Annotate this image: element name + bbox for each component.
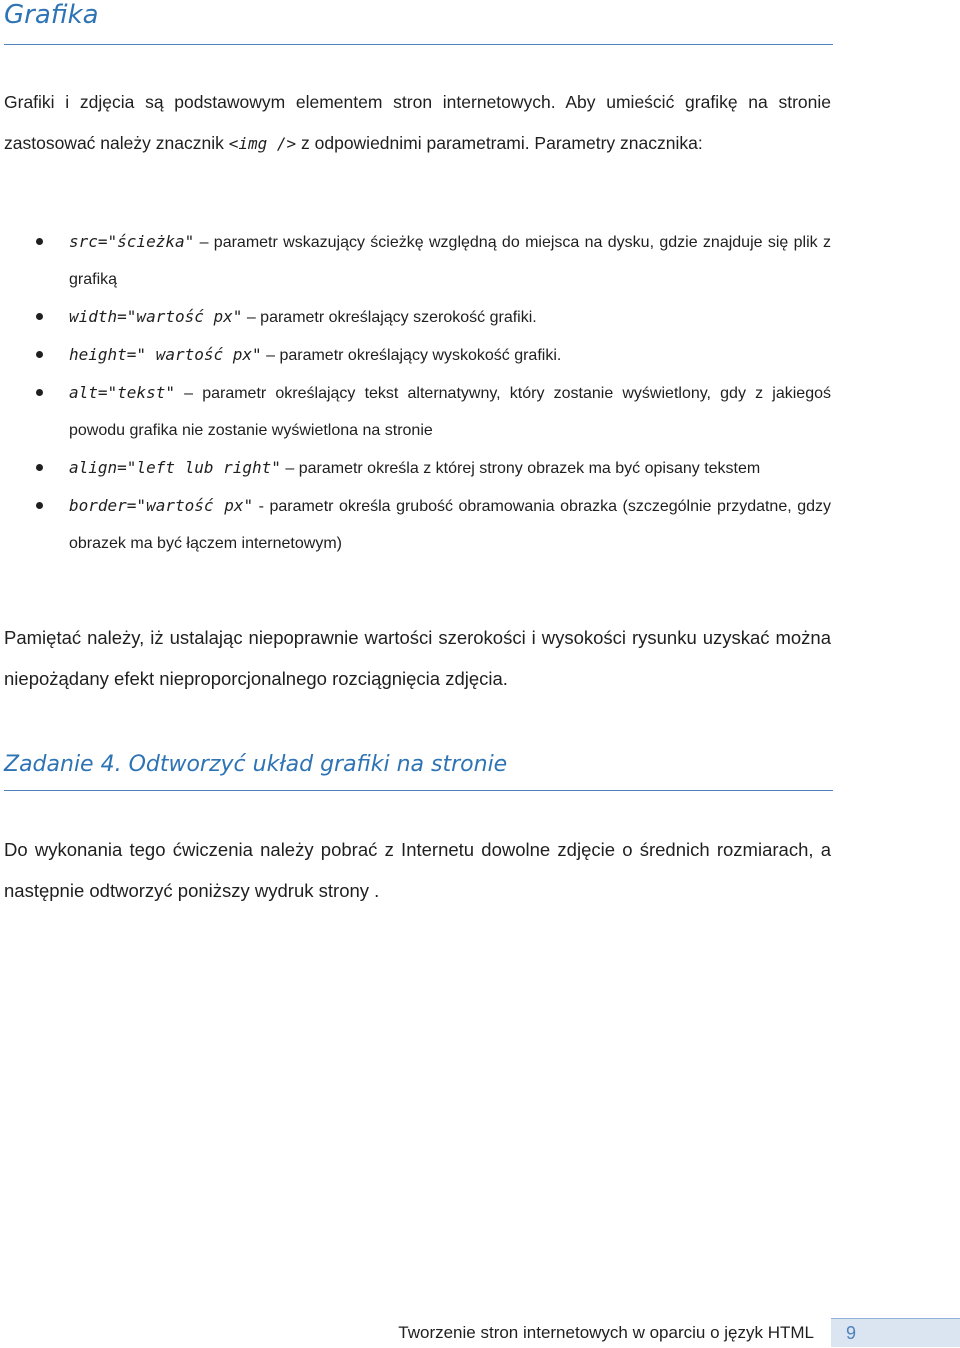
param-description: - parametr określa grubość obramowania obrazka (szczególnie przydatne, gdzy obrazek ma być łączem internetowym) bbox=[69, 498, 831, 552]
footer-text: Tworzenie stron internetowych w oparciu o język HTML bbox=[398, 1323, 814, 1342]
param-description: – parametr określający tekst alternatywny, który zostanie wyświetlony, gdy z jakiegoś powodu grafika nie zostanie wyświetlona na stronie bbox=[69, 385, 831, 439]
img-tag-code: <img /> bbox=[228, 133, 297, 153]
param-code: src="ścieżka" bbox=[69, 232, 195, 251]
param-description: – parametr określający wyskokość grafiki. bbox=[261, 347, 562, 364]
bullet-icon bbox=[36, 389, 43, 396]
list-item bbox=[0, 298, 831, 336]
task-title-underline bbox=[4, 790, 833, 791]
param-code: width="wartość px" bbox=[69, 307, 243, 326]
page-title: Grafika bbox=[4, 0, 99, 30]
list-item bbox=[0, 487, 831, 562]
parameter-list bbox=[0, 223, 831, 562]
intro-text-1: Grafiki i zdjęcia są podstawowym elementem stron internetowych. Aby umieścić grafikę na stronie zastosować należy znacznik bbox=[4, 92, 831, 153]
intro-paragraph bbox=[4, 82, 831, 164]
param-code: border="wartość px" bbox=[69, 496, 254, 515]
bullet-icon bbox=[36, 351, 43, 358]
task-paragraph: Do wykonania tego ćwiczenia należy pobrać z Internetu dowolne zdjęcie o średnich rozmiarach, a następnie odtworzyć poniższy wydruk strony . bbox=[4, 839, 831, 901]
bullet-icon bbox=[36, 313, 43, 320]
param-code: height=" wartość px" bbox=[69, 345, 262, 364]
list-item bbox=[0, 374, 831, 449]
param-description: – parametr wskazujący ścieżkę względną do miejsca na dysku, gdzie znajduje się plik z grafiką bbox=[69, 234, 831, 288]
param-code: align="left lub right" bbox=[69, 458, 281, 477]
list-item bbox=[0, 449, 831, 487]
title-underline bbox=[4, 44, 833, 45]
list-item bbox=[0, 223, 831, 298]
bullet-icon bbox=[36, 502, 43, 509]
list-item bbox=[0, 336, 831, 374]
note-paragraph: Pamiętać należy, iż ustalając niepoprawnie wartości szerokości i wysokości rysunku uzyskać można niepożądany efekt nieproporcjonalnego rozciągnięcia zdjęcia. bbox=[4, 627, 831, 689]
page-number: 9 bbox=[831, 1318, 960, 1347]
param-description: – parametr określający szerokość grafiki. bbox=[242, 309, 537, 326]
bullet-icon bbox=[36, 238, 43, 245]
bullet-icon bbox=[36, 464, 43, 471]
intro-text-2: z odpowiednimi parametrami. Parametry znacznika: bbox=[296, 132, 703, 153]
task-title: Zadanie 4. Odtworzyć układ grafiki na stronie bbox=[4, 752, 508, 777]
param-description: – parametr określa z której strony obrazek ma być opisany tekstem bbox=[280, 460, 761, 477]
param-code: alt="tekst" bbox=[69, 383, 175, 402]
